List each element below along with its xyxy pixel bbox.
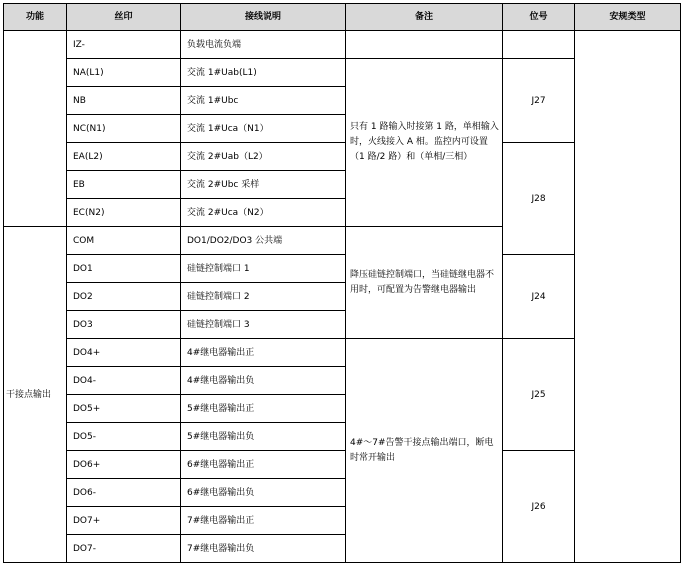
desc-cell: 6#继电器输出负 [181,479,346,507]
silk-cell: DO7- [67,535,181,563]
silk-cell: NB [67,87,181,115]
desc-cell: 5#继电器输出正 [181,395,346,423]
header-row [4,4,681,31]
function-cell-empty [4,31,67,227]
safety-type-cell [575,31,681,563]
silk-cell: DO4+ [67,339,181,367]
silk-cell: DO3 [67,311,181,339]
position-j25: J25 [503,339,575,451]
silk-cell: DO7+ [67,507,181,535]
desc-cell: 交流 1#Ubc [181,87,346,115]
silk-cell: EB [67,171,181,199]
remark-cell-empty [346,31,503,59]
desc-cell: 4#继电器输出正 [181,339,346,367]
header-position: 位号 [503,4,575,31]
remark-silicon-chain: 降压硅链控制端口，当硅链继电器不用时，可配置为告警继电器输出 [346,227,503,339]
desc-cell: 硅链控制端口 1 [181,255,346,283]
silk-cell: EA(L2) [67,143,181,171]
position-j27: J27 [503,59,575,143]
desc-cell: 7#继电器输出负 [181,535,346,563]
desc-cell: 硅链控制端口 2 [181,283,346,311]
silk-cell: NC(N1) [67,115,181,143]
header-function: 功能 [4,4,67,31]
silk-cell: DO6- [67,479,181,507]
position-j24: J24 [503,255,575,339]
desc-cell: DO1/DO2/DO3 公共端 [181,227,346,255]
silk-cell: DO6+ [67,451,181,479]
silk-cell: NA(L1) [67,59,181,87]
desc-cell: 4#继电器输出负 [181,367,346,395]
position-cell-empty [503,31,575,59]
silk-cell: COM [67,227,181,255]
silk-cell: DO5- [67,423,181,451]
remark-dry-contact: 4#～7#告警干接点输出端口，断电时常开输出 [346,339,503,563]
silk-cell: DO4- [67,367,181,395]
desc-cell: 交流 1#Uca（N1） [181,115,346,143]
desc-cell: 硅链控制端口 3 [181,311,346,339]
silk-cell: DO5+ [67,395,181,423]
silk-cell: IZ- [67,31,181,59]
position-j28: J28 [503,143,575,255]
desc-cell: 负载电流负端 [181,31,346,59]
function-dry-contact-output: 干接点输出 [4,227,67,563]
desc-cell: 交流 2#Uab（L2） [181,143,346,171]
desc-cell: 5#继电器输出负 [181,423,346,451]
position-j26: J26 [503,451,575,563]
desc-cell: 6#继电器输出正 [181,451,346,479]
pin-definition-table [3,3,681,563]
desc-cell: 交流 2#Ubc 采样 [181,171,346,199]
desc-cell: 交流 1#Uab(L1) [181,59,346,87]
silk-cell: DO2 [67,283,181,311]
remark-ac-input: 只有 1 路输入时接第 1 路，单相输入时，火线接入 A 相。监控内可设置（1 路/2 路）和（单相/三相） [346,59,503,227]
header-remarks: 备注 [346,4,503,31]
desc-cell: 7#继电器输出正 [181,507,346,535]
header-silkscreen: 丝印 [67,4,181,31]
silk-cell: EC(N2) [67,199,181,227]
header-wiring: 接线说明 [181,4,346,31]
table-row [4,31,681,59]
header-safety-type: 安规类型 [575,4,681,31]
desc-cell: 交流 2#Uca（N2） [181,199,346,227]
silk-cell: DO1 [67,255,181,283]
